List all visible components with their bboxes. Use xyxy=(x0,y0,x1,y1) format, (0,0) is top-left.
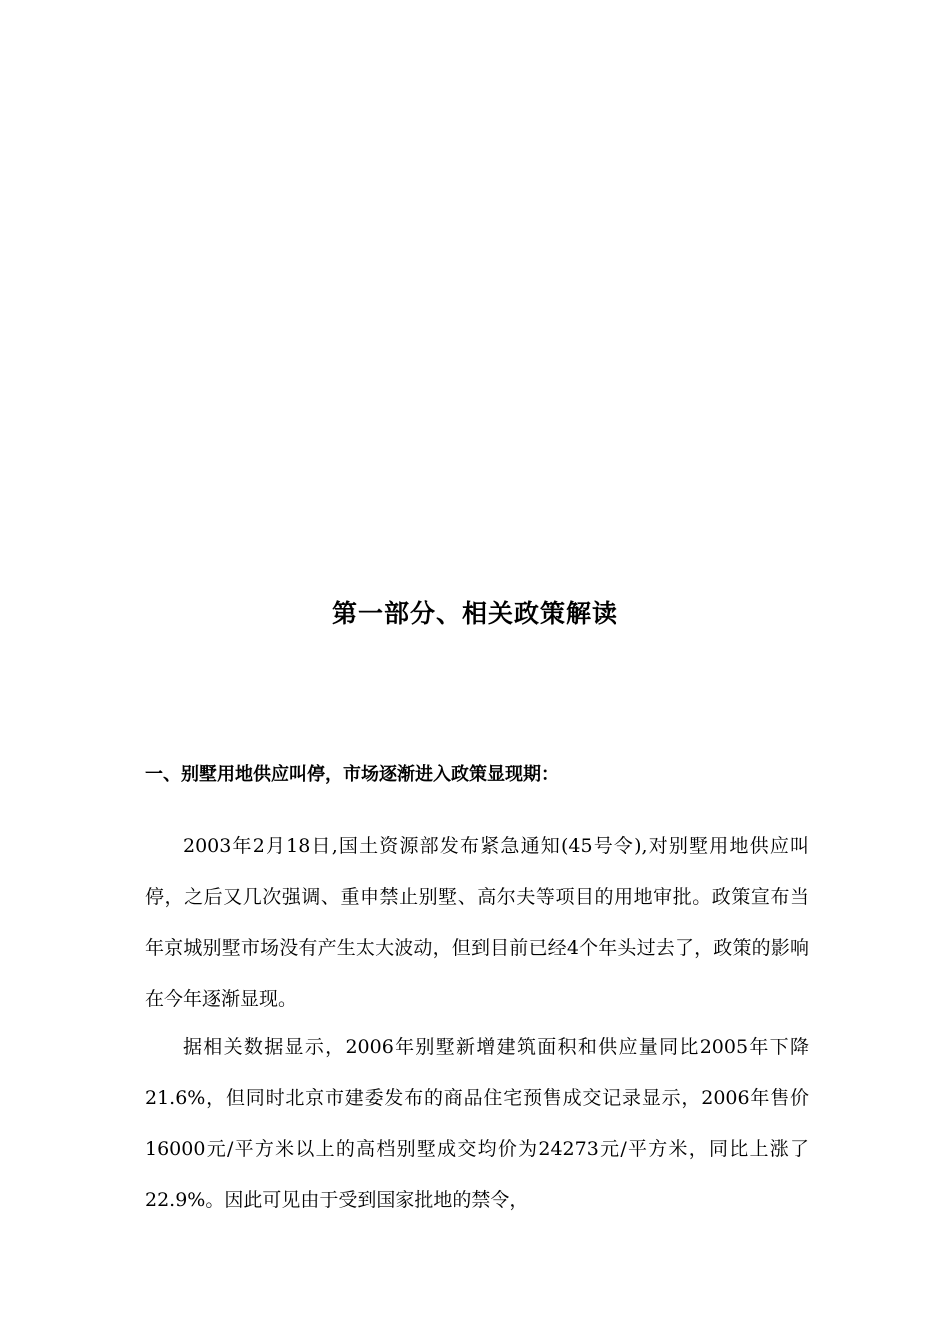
part-title: 第一部分、相关政策解读 xyxy=(331,599,618,628)
section-heading: 一、别墅用地供应叫停，市场逐渐进入政策显现期： xyxy=(145,764,559,785)
body-paragraph: 2003年2月18日,国土资源部发布紧急通知(45号令),对别墅用地供应叫停，之后又几次强调、重申禁止别墅、高尔夫等项目的用地审批。政策宣布当年京城别墅市场没有产生太大波动，但到目前已经4个年头过去了，政策的影响在今年逐渐显现。 xyxy=(145,835,809,1010)
body-paragraph: 据相关数据显示，2006年别墅新增建筑面积和供应量同比2005年下降21.6%，但同时北京市建委发布的商品住宅预售成交记录显示，2006年售价16000元/平方米以上的高档别墅成交均价为24273元/平方米，同比上涨了22.9%。因此可见由于受到国家批地的禁令， xyxy=(145,1036,809,1211)
